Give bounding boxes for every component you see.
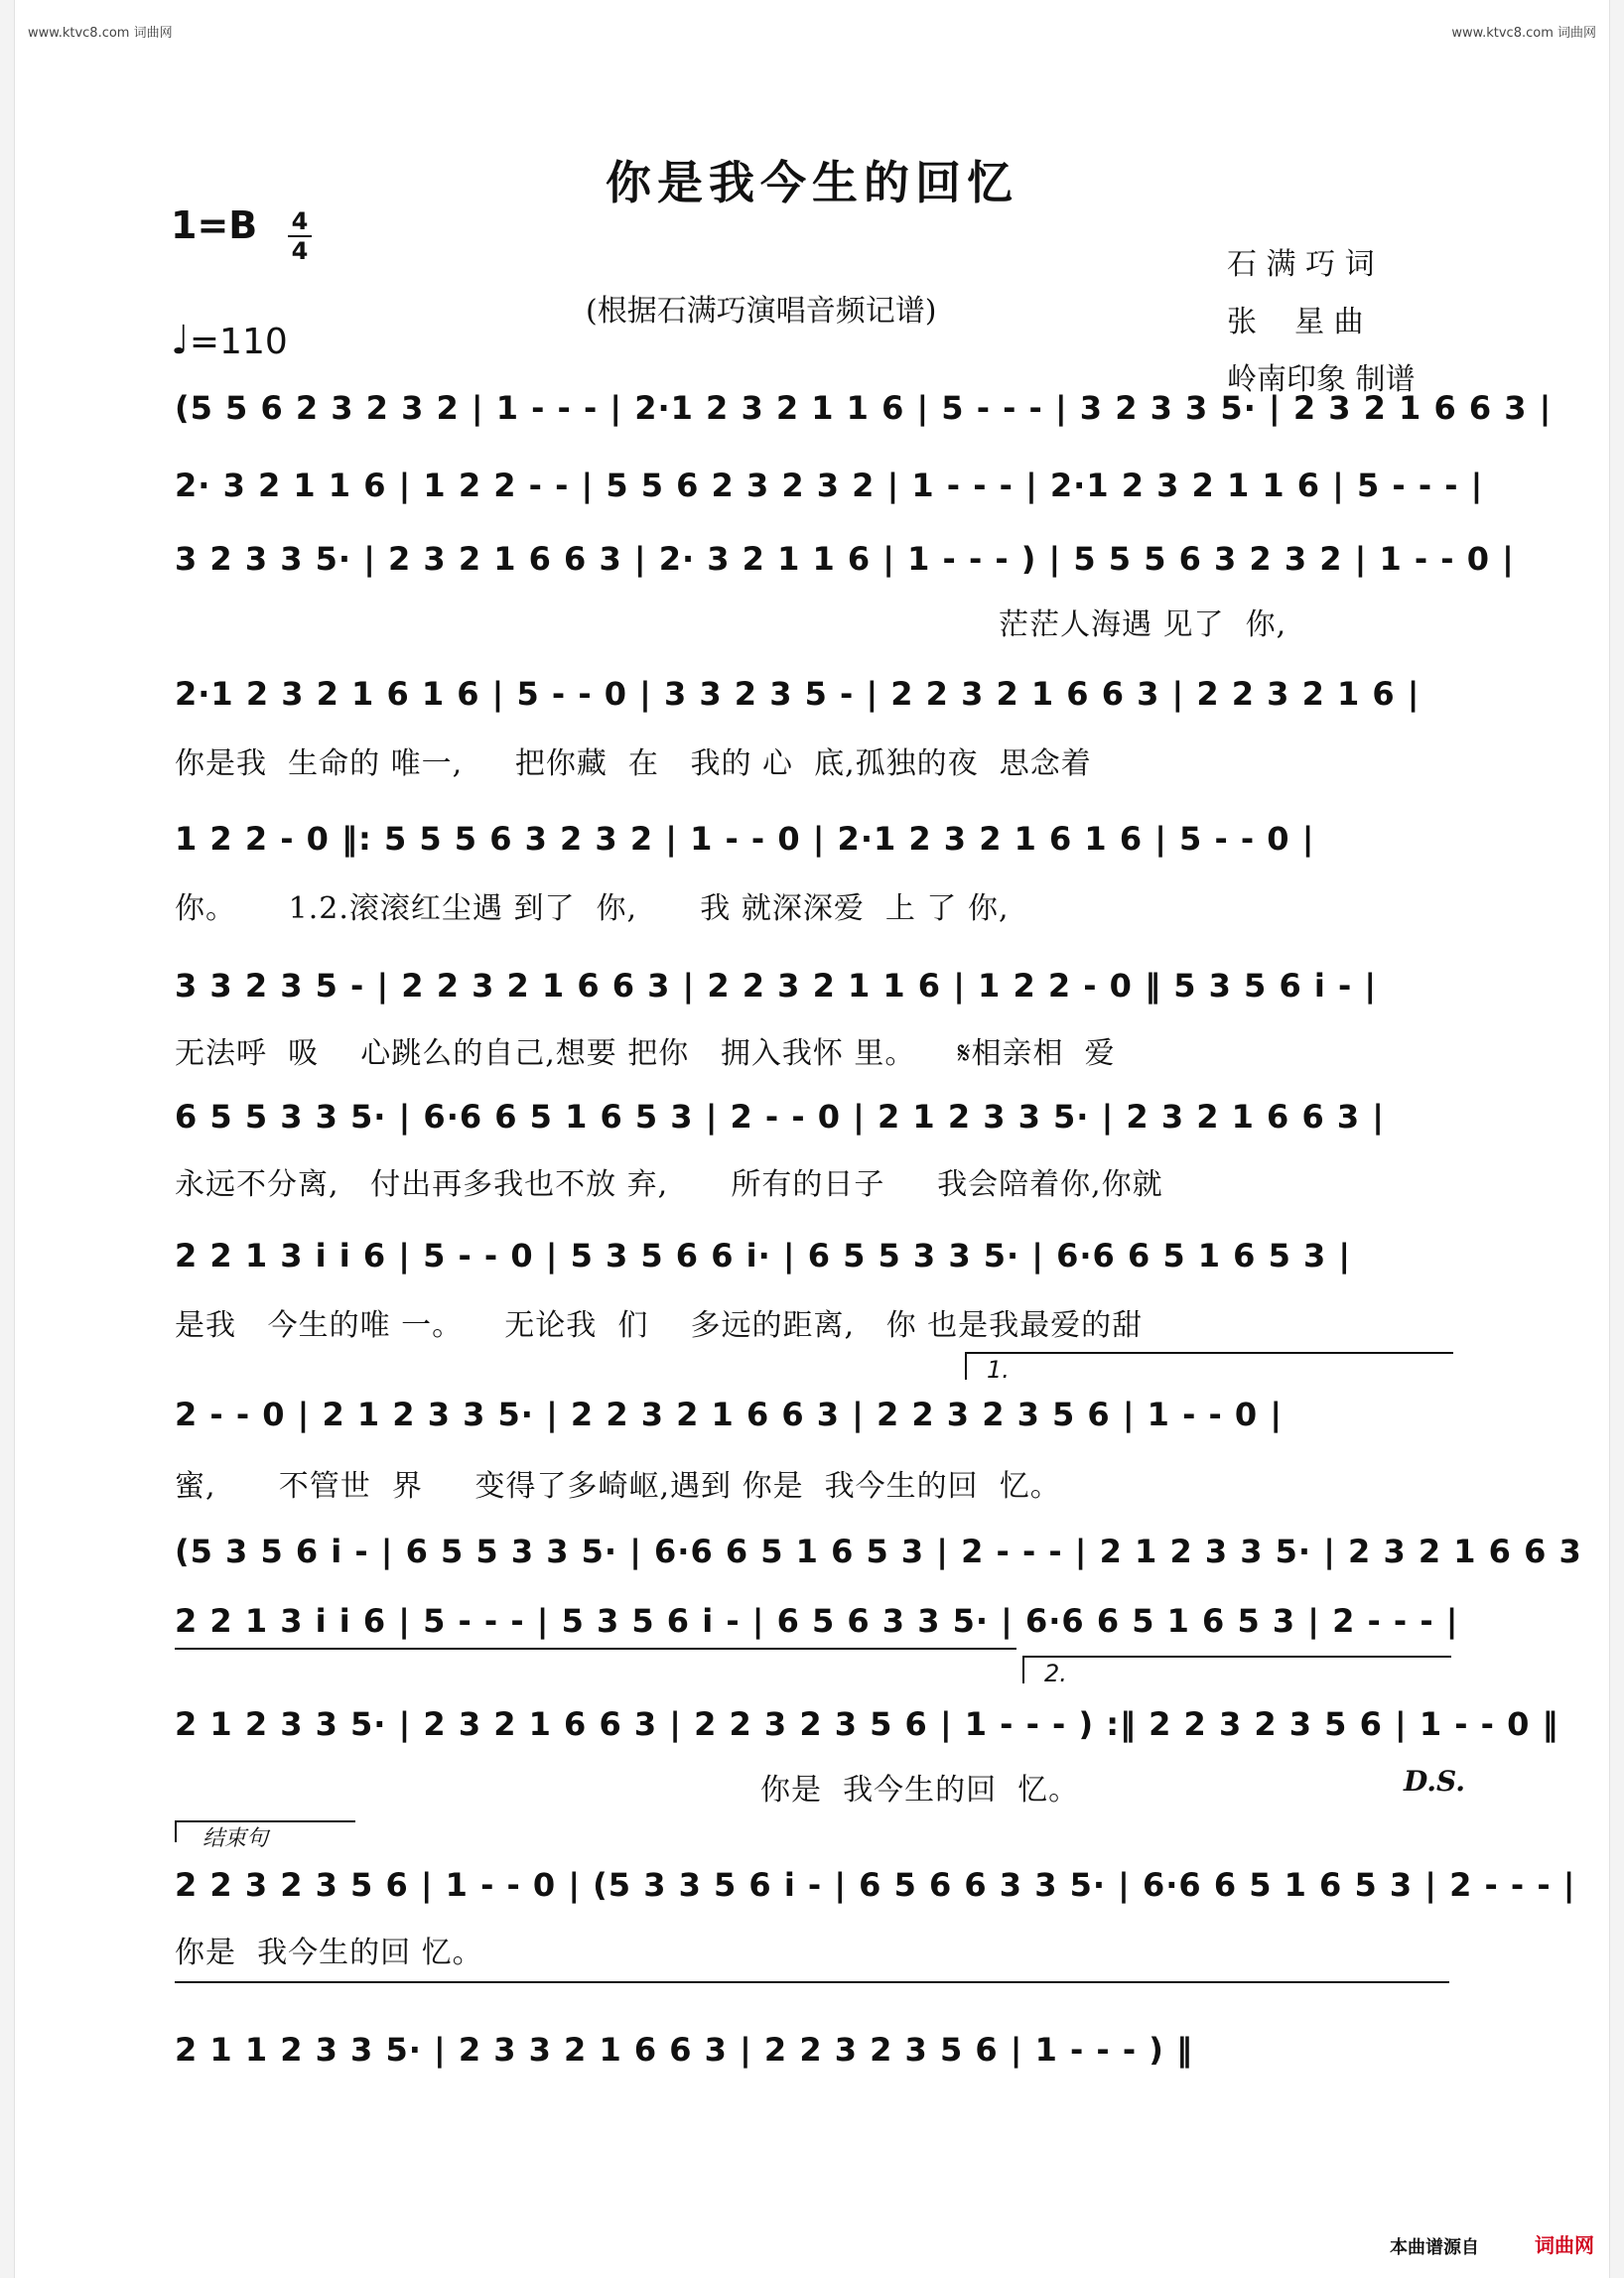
first-ending-bracket [965,1352,1453,1384]
score-row-6-notes: 3 3 2 3 5 - | 2 2 3 2 1 6 6 3 | 2 2 3 2 1 1 6 | 1 2 2 - 0 ‖ 5 3 5 6 i - | [175,967,1378,1005]
arranger-credit: 岭南印象 制谱 [1227,362,1416,397]
score-row-2-notes: 2· 3 2 1 1 6 | 1 2 2 - - | 5 5 6 2 3 2 3 2 | 1 - - - | 2·1 2 3 2 1 1 6 | 5 - - - | [175,467,1484,504]
footer-source-text: 本曲谱源自 [1390,2237,1479,2258]
time-signature-bottom: 4 [291,237,309,265]
second-ending-bracket [1022,1656,1451,1687]
second-ending-label: 2. [1044,1660,1067,1687]
score-row-10-notes: (5 3 5 6 i - | 6 5 5 3 3 5· | 6·6 6 5 1 6 5 3 | 2 - - - | 2 1 2 3 3 5· | 2 3 2 1 6 6 3 [175,1533,1582,1570]
first-ending-label: 1. [987,1356,1010,1384]
repeat-section-line [175,1648,1016,1650]
ending-label: 结束句 [203,1826,269,1851]
score-row-9-notes: 2 - - 0 | 2 1 2 3 3 5· | 2 2 3 2 1 6 6 3 | 2 2 3 2 3 5 6 | 1 - - 0 | [175,1396,1283,1433]
lyricist-credit: 石 满 巧 词 [1227,247,1375,282]
key-signature: 1=B [171,203,258,247]
watermark-right: www.ktvc8.com 词曲网 [1451,26,1596,41]
score-row-5-notes: 1 2 2 - 0 ‖: 5 5 5 6 3 2 3 2 | 1 - - 0 | 2·1 2 3 2 1 6 1 6 | 5 - - 0 | [175,820,1315,858]
time-signature [288,208,312,264]
right-margin-strip [1609,0,1624,2278]
final-section-line [175,1981,1449,1983]
tempo-value: =110 [189,322,288,362]
composer-credit: 张 星 曲 [1227,305,1364,339]
score-row-13-lyrics: 你是 我今生的回 忆。 [175,1936,483,1970]
score-row-5-lyrics: 你。 1.2.滚滚红尘遇 到了 你, 我 就深深爱 上 了 你, [175,891,1010,926]
score-row-3-lyrics: 茫茫人海遇 见了 你, [999,607,1287,642]
score-row-4-notes: 2·1 2 3 2 1 6 1 6 | 5 - - 0 | 3 3 2 3 5 - | 2 2 3 2 1 6 6 3 | 2 2 3 2 1 6 | [175,675,1421,713]
score-row-8-lyrics: 是我 今生的唯 一。 无论我 们 多远的距离, 你 也是我最爱的甜 [175,1308,1144,1343]
score-row-14-notes: 2 1 1 2 3 3 5· | 2 3 3 2 1 6 6 3 | 2 2 3 2 3 5 6 | 1 - - - ) ‖ [175,2031,1194,2069]
left-margin-strip [0,0,15,2278]
score-row-3-notes: 3 2 3 3 5· | 2 3 2 1 6 6 3 | 2· 3 2 1 1 6 | 1 - - - ) | 5 5 5 6 3 2 3 2 | 1 - - 0 | [175,540,1515,578]
credits [1227,236,1416,409]
watermark-left: www.ktvc8.com 词曲网 [28,26,173,41]
score-row-7-lyrics: 永远不分离, 付出再多我也不放 弃, 所有的日子 我会陪着你,你就 [175,1167,1163,1202]
subtitle: (根据石满巧演唱音频记谱) [586,294,937,329]
score-row-12-notes: 2 1 2 3 3 5· | 2 3 2 1 6 6 3 | 2 2 3 2 3 5 6 | 1 - - - ) :‖ 2 2 3 2 3 5 6 | 1 - - 0 ‖ [175,1705,1559,1743]
dal-segno-mark: D.S. [1404,1765,1466,1798]
footer-brand-link[interactable]: 词曲网 [1535,2233,1594,2257]
score-row-7-notes: 6 5 5 3 3 5· | 6·6 6 5 1 6 5 3 | 2 - - 0 | 2 1 2 3 3 5· | 2 3 2 1 6 6 3 | [175,1098,1385,1136]
time-signature-top: 4 [291,207,309,235]
quarter-note-icon: ♩ [171,318,190,363]
song-title: 你是我今生的回忆 [606,156,1018,209]
score-row-13-notes: 2 2 3 2 3 5 6 | 1 - - 0 | (5 3 3 5 6 i - | 6 5 6 6 3 3 5· | 6·6 6 5 1 6 5 3 | 2 - - - | [175,1866,1576,1904]
score-row-8-notes: 2 2 1 3 i i 6 | 5 - - 0 | 5 3 5 6 6 i· | 6 5 5 3 3 5· | 6·6 6 5 1 6 5 3 | [175,1237,1352,1274]
score-row-6-lyrics: 无法呼 吸 心跳么的自己,想要 把你 拥入我怀 里。 𝄋相亲相 爱 [175,1036,1116,1071]
score-row-12-lyrics: 你是 我今生的回 忆。 [175,1773,1080,1808]
score-row-11-notes: 2 2 1 3 i i 6 | 5 - - - | 5 3 5 6 i - | 6 5 6 3 3 5· | 6·6 6 5 1 6 5 3 | 2 - - - | [175,1602,1459,1640]
score-row-9-lyrics: 蜜, 不管世 界 变得了多崎岖,遇到 你是 我今生的回 忆。 [175,1469,1061,1504]
score-row-1-notes: (5 5 6 2 3 2 3 2 | 1 - - - | 2·1 2 3 2 1 1 6 | 5 - - - | 3 2 3 3 5· | 2 3 2 1 6 6 3 | [175,389,1553,427]
score-row-4-lyrics: 你是我 生命的 唯一, 把你藏 在 我的 心 底,孤独的夜 思念着 [175,746,1092,781]
tempo-marking [171,318,288,363]
